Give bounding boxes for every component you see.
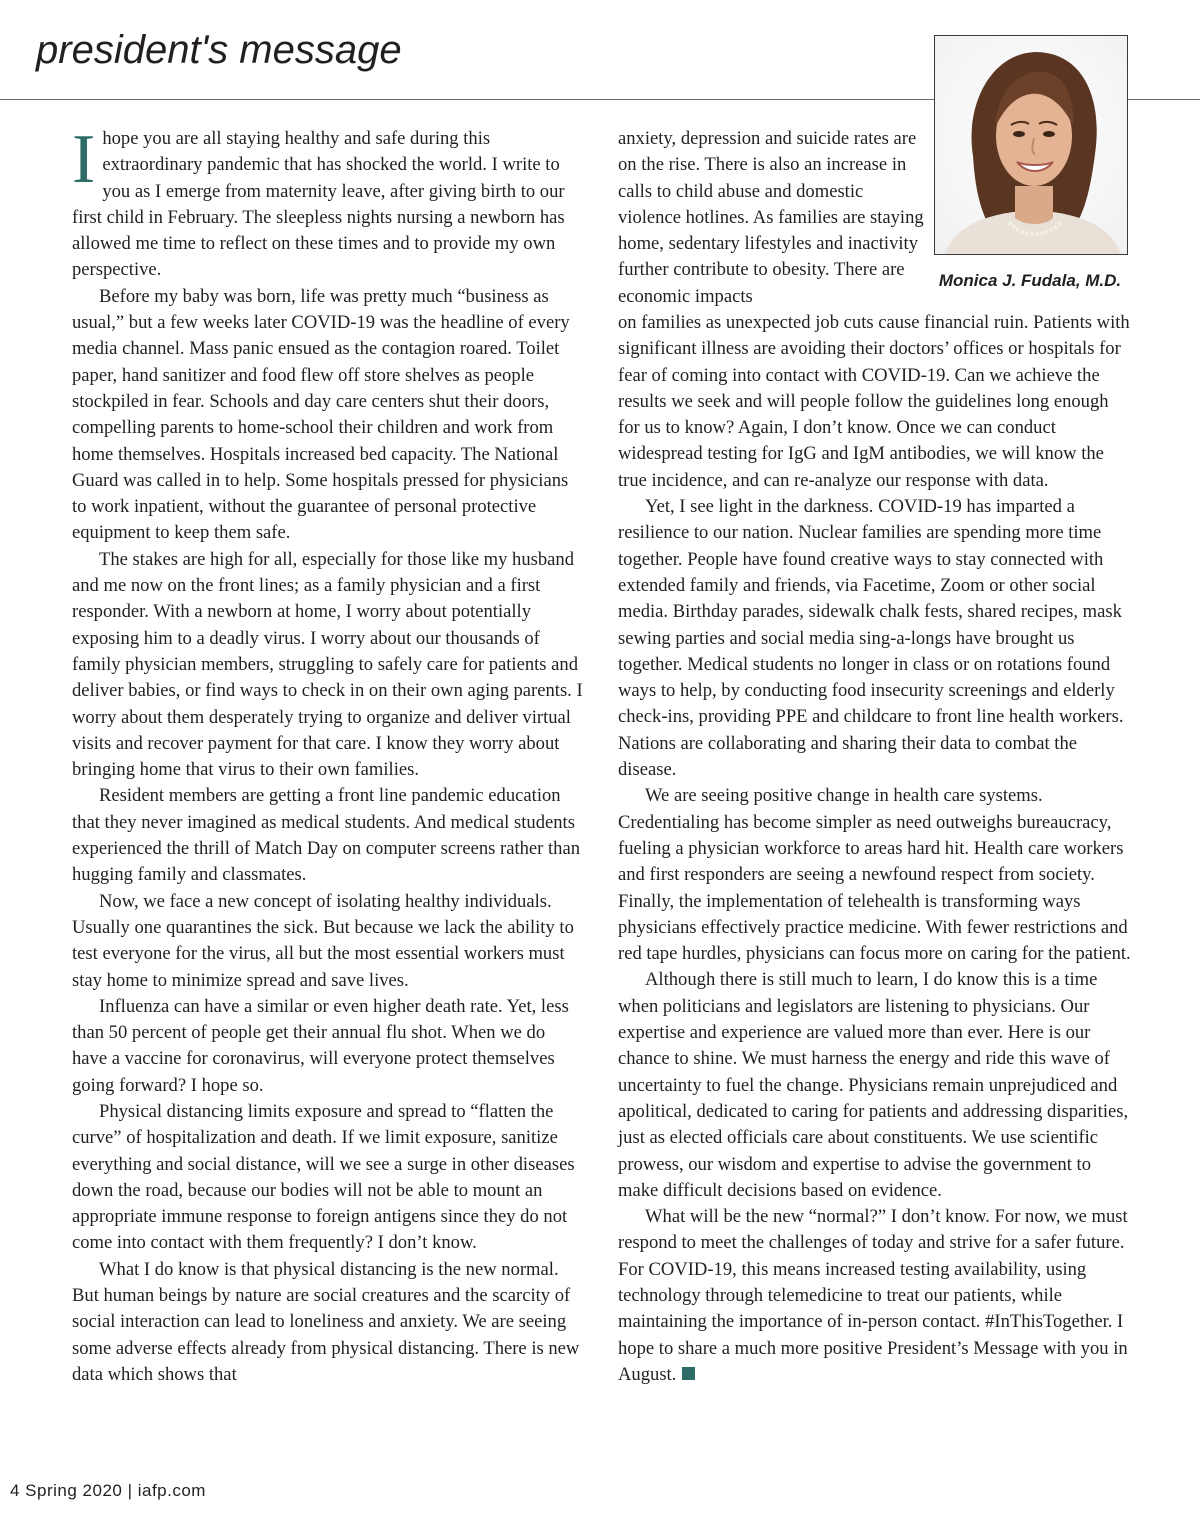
article-paragraph: Influenza can have a similar or even higher death rate. Yet, less than 50 percent of people get their annual flu shot. When we do have a vaccine for coronavirus, will everyone protect themselves going forward? I hope so. [72,995,569,1096]
article-paragraph: We are seeing positive change in health care systems. Credentialing has become simpler as need outweighs bureaucracy, fueling a physician workforce to areas hard hit. Health care workers and first responders are seeing a newfound respect from society. Finally, the implementation of telehealth is transforming ways physicians effectively practice medicine. With fewer restrictions and red tape hurdles, physicians can focus more on caring for the patient. [618,785,1131,965]
article-right-column-top [618,126,924,310]
photo-caption: Monica J. Fudala, M.D. [938,271,1122,290]
article-right-column [618,310,1132,1388]
article-paragraph: Although there is still much to learn, I do know this is a time when politicians and legislators are listening to physicians. Our expertise and experience are valued more than ever. Here is our chance to shine. We must harness the energy and ride this wave of uncertainty to fuel the change. Physicians remain unprejudiced and apolitical, dedicated to caring for patients and addressing disparities, just as elected officials care about constituents. We use scientific prowess, our wisdom and expertise to advise the government to make difficult decisions based on evidence. [618,969,1129,1201]
article-paragraph: Before my baby was born, life was pretty much “business as usual,” but a few weeks later COVID-19 was the headline of every media channel. Mass panic ensued as the contagion roared. Toilet paper, hand sanitizer and food flew off store shelves as people stockpiled in fear. Schools and day care centers shut their doors, compelling parents to home-school their children and work from home themselves. Hospitals increased bed capacity. The National Guard was called in to help. Some hospitals pressed for physicians to work inpatient, without the guarantee of personal protective equipment to keep them safe. [72,285,570,544]
paragraph-text: What will be the new “normal?” I don’t know. For now, we must respond to meet the challenges of today and strive for a safer future. For COVID-19, this means increased testing availability, using technology through telemedicine to treat our patients, while maintaining the importance of in-person contact. #InThisTogether. I hope to share a much more positive President’s Message with you in August. [618,1206,1128,1385]
article-paragraph [618,1204,1132,1388]
article-paragraph: Physical distancing limits exposure and spread to “flatten the curve” of hospitalization and death. If we limit exposure, sanitize everything and social distance, will we see a surge in other diseases down the road, because our bodies will not be able to mount an appropriate immune response to foreign antigens since they do not come into contact with them frequently? I don’t know. [72,1100,575,1254]
article-paragraph: The stakes are high for all, especially for those like my husband and me now on the front lines; as a family physician and a first responder. With a newborn at home, I worry about potentially exposing him to a deadly virus. I worry about our thousands of family physician members, struggling to safely care for patients and deliver babies, or find ways to check in on their own aging parents. I worry about them desperately trying to organize and deliver virtual visits and recover payment for that care. I know they worry about bringing home that virus to their own families. [72,548,583,781]
end-of-article-square-icon [682,1367,695,1380]
article-paragraph: anxiety, depression and suicide rates are on the rise. There is also an increase in calls to child abuse and domestic violence hotlines. As families are staying home, sedentary lifestyles and inactivity further contribute to obesity. There are economic impacts [618,128,924,307]
article-paragraph: What I do know is that physical distancing is the new normal. But human beings by nature are social creatures and the scarcity of social interaction can lead to loneliness and anxiety. We are seeing some adverse effects already from physical distancing. There is new data which shows that [72,1258,580,1385]
article-paragraph [72,121,584,284]
page-footer: 4 Spring 2020 | iafp.com [10,1481,206,1500]
author-photo [934,35,1128,255]
article-paragraph: Now, we face a new concept of isolating healthy individuals. Usually one quarantines the sick. But because we lack the ability to test everyone for the virus, all but the most essential workers must stay home to minimize spread and save lives. [72,890,574,991]
article-left-column [72,121,584,1388]
paragraph-text: hope you are all staying healthy and safe during this extraordinary pandemic that has shocked the world. I write to you as I emerge from maternity leave, after giving birth to our first child in February. The sleepless nights nursing a newborn has allowed me time to reflect on these times and to provide my own perspective. [72,128,565,281]
section-title: president's message [36,28,402,72]
article-paragraph: on families as unexpected job cuts cause financial ruin. Patients with significant illness are avoiding their doctors’ offices or hospitals for fear of coming into contact with COVID-19. Can we achieve the results we seek and will people follow the guidelines long enough for us to know? Again, I don’t know. Once we can conduct widespread testing for IgG and IgM antibodies, we will know the true incidence, and can re-analyze our response with data. [618,312,1130,491]
article-paragraph: Yet, I see light in the darkness. COVID-19 has imparted a resilience to our nation. Nuclear families are spending more time together. People have found creative ways to stay connected with extended family and friends, via Facetime, Zoom or other social media. Birthday parades, sidewalk chalk fests, shared recipes, mask sewing parties and social media sing-a-longs have brought us together. Medical students no longer in class or on rotations found ways to help, by conducting food insecurity screenings and elderly check-ins, providing PPE and childcare to front line health workers. Nations are collaborating and sharing their data to combat the disease. [618,496,1124,781]
article-paragraph: Resident members are getting a front line pandemic education that they never imagined as medical students. And medical students experienced the thrill of Match Day on computer screens rather than hugging family and classmates. [72,785,581,886]
drop-cap: I [72,121,96,198]
portrait-illustration [935,36,1127,254]
